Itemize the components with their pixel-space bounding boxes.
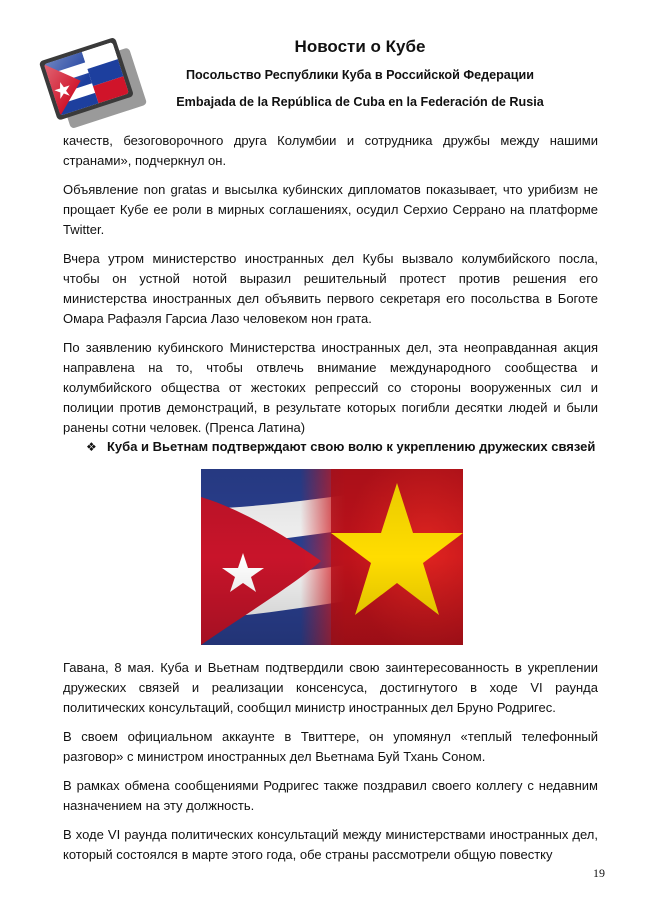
article-colombia-body: [63, 131, 598, 447]
paragraph: В ходе VI раунда политических консультаций между министерствами иностранных дел, который состоялся в марте этого года, обе страны рассмотрели общую повестку: [63, 827, 598, 862]
bullet-diamond-icon: ❖: [86, 440, 97, 454]
article-heading-text: Куба и Вьетнам подтверждают свою волю к укреплению дружеских связей: [107, 439, 596, 454]
page-number: 19: [593, 866, 605, 880]
paragraph: Вчера утром министерство иностранных дел Кубы вызвало колумбийского посла, чтобы он устной нотой выразил решительный протест против решения его министерства иностранных дел объявить первого секретаря его посольства в Боготе Омара Рафаэля Гарсиа Лазо человеком нон грата.: [63, 251, 598, 326]
newsletter-title: Новости о Кубе: [294, 37, 426, 56]
paragraph: качеств, безоговорочного друга Колумбии и сотрудника дружбы между нашими странами», подчеркнул он.: [63, 133, 598, 168]
cuba-vietnam-flags-image: [201, 469, 463, 645]
embassy-name-spanish: Embajada de la República de Cuba en la Federación de Rusia: [176, 95, 544, 109]
paragraph: По заявлению кубинского Министерства иностранных дел, эта неоправданная акция направлена на то, чтобы отвлечь внимание международного сообщества и колумбийского общества от жестоких репрессий со стороны вооруженных сил и полиции против демонстраций, в результате которых погибли десятки людей и были ранены сотни человек. (Пренса Латина): [63, 340, 598, 435]
paragraph: В рамках обмена сообщениями Родригес также поздравил своего коллегу с недавним назначением на эту должность.: [63, 778, 598, 813]
article-vietnam-body: [63, 658, 598, 874]
paragraph: Объявление non gratas и высылка кубинских дипломатов показывает, что урибизм не прощает Кубе ее роли в мирных соглашениях, осудил Серхио Серрано на платформе Twitter.: [63, 182, 598, 237]
paragraph: Гавана, 8 мая. Куба и Вьетнам подтвердили свою заинтересованность в укреплении дружеских связей и реализации консенсуса, достигнутого в ходе VI раунда политических консультаций, сообщил министр иностранных дел Бруно Родригес.: [63, 660, 598, 715]
article-heading: [86, 437, 598, 457]
embassy-name-russian: Посольство Республики Куба в Российской Федерации: [186, 68, 534, 82]
paragraph: В своем официальном аккаунте в Твиттере, он упомянул «теплый телефонный разговор» с министром иностранных дел Вьетнама Буй Тхань Соном.: [63, 729, 598, 764]
cuba-russia-flag-logo-icon: [38, 28, 148, 138]
